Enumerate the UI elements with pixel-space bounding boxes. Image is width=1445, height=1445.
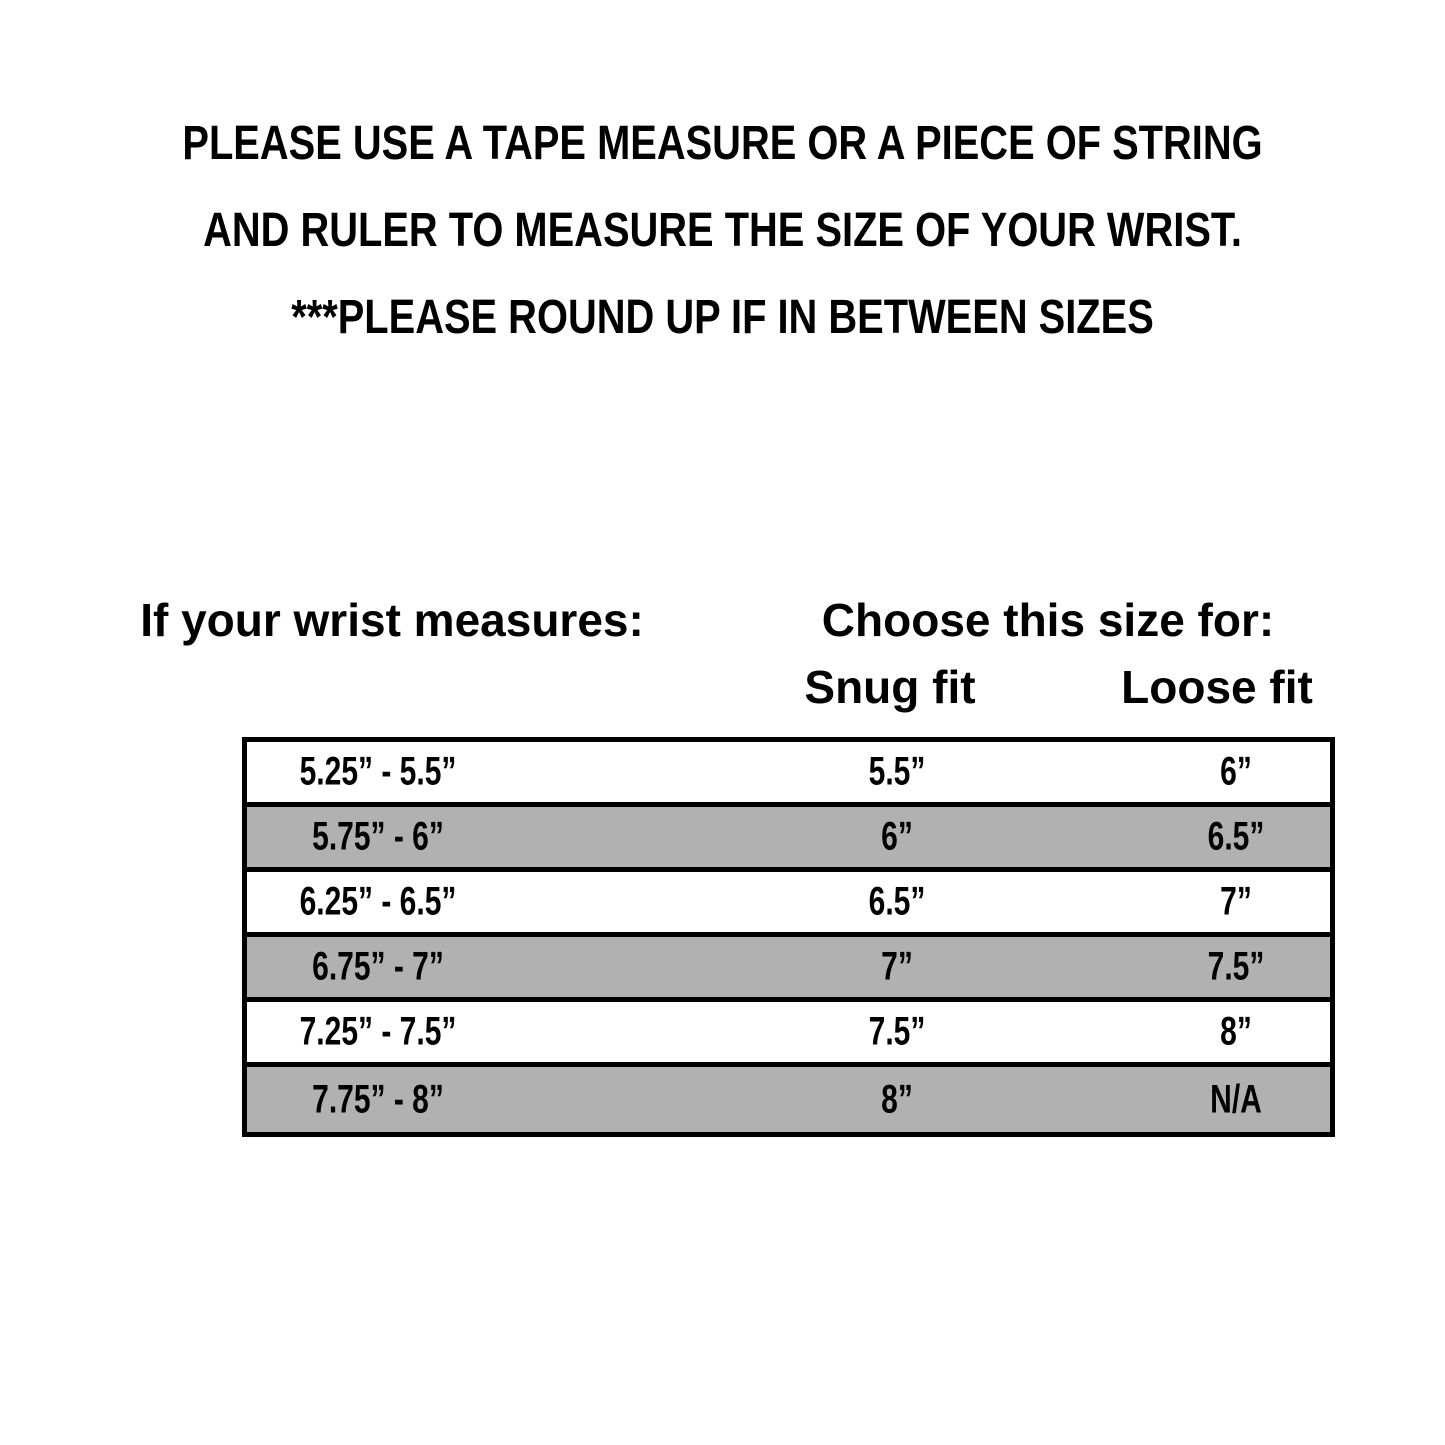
wrist-range-cell: 5.75” - 6” [312, 814, 444, 859]
size-table [242, 737, 1335, 1137]
wrist-range-cell: 6.25” - 6.5” [299, 879, 457, 924]
wrist-range-cell: 5.25” - 5.5” [299, 749, 457, 794]
measuring-instructions [0, 100, 1445, 361]
loose-size-cell: 6.5” [1207, 814, 1265, 859]
table-row [247, 1002, 1330, 1067]
snug-size-cell: 7” [880, 944, 913, 989]
loose-size-cell: 8” [1219, 1009, 1252, 1054]
loose-size-cell: 7” [1219, 879, 1252, 924]
instruction-line-3: ***PLEASE ROUND UP IF IN BETWEEN SIZES [291, 291, 1154, 344]
loose-size-cell: 6” [1219, 749, 1252, 794]
table-row [247, 807, 1330, 872]
instruction-line-2: AND RULER TO MEASURE THE SIZE OF YOUR WRIST. [203, 204, 1242, 257]
choose-size-header: Choose this size for: [821, 594, 1275, 646]
instruction-line-1: PLEASE USE A TAPE MEASURE OR A PIECE OF STRING [182, 117, 1263, 170]
snug-size-cell: 8” [880, 1077, 913, 1121]
snug-size-cell: 7.5” [868, 1009, 926, 1054]
snug-size-cell: 6.5” [868, 879, 926, 924]
snug-fit-column-header: Snug fit [804, 661, 976, 713]
snug-size-cell: 6” [880, 814, 913, 859]
table-row [247, 872, 1330, 937]
wrist-range-cell: 7.25” - 7.5” [299, 1009, 457, 1054]
table-row [247, 742, 1330, 807]
loose-fit-column-header: Loose fit [1121, 661, 1313, 713]
wrist-range-cell: 7.75” - 8” [312, 1077, 444, 1121]
loose-size-cell: 7.5” [1207, 944, 1265, 989]
wrist-measures-header: If your wrist measures: [140, 594, 644, 646]
snug-size-cell: 5.5” [868, 749, 926, 794]
loose-size-cell: N/A [1209, 1077, 1262, 1121]
table-row [247, 937, 1330, 1002]
table-row [247, 1067, 1330, 1132]
wrist-range-cell: 6.75” - 7” [312, 944, 444, 989]
